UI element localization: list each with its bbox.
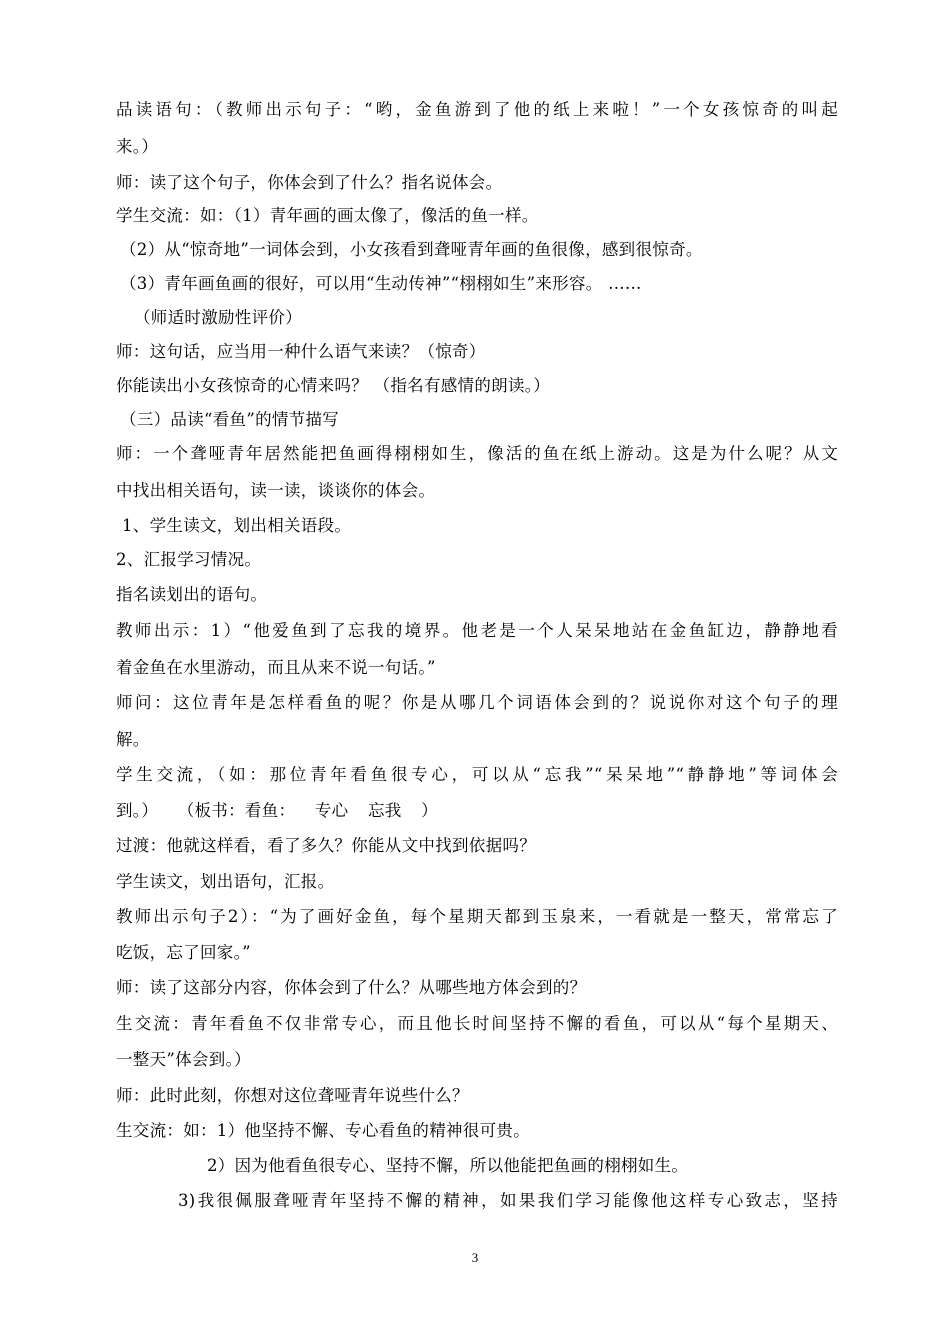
text-line: 学生交流，（如：那位青年看鱼很专心，可以从“忘我”“呆呆地”“静静地”等词体会 <box>116 765 838 784</box>
text-line: 来。） <box>116 137 159 156</box>
text-line: 学生读文，划出语句，汇报。 <box>116 872 335 891</box>
text-line: 师：此时此刻，你想对这位聋哑青年说些什么？ <box>116 1086 469 1105</box>
text-line: 解。 <box>116 730 150 749</box>
text-line: 生交流：青年看鱼不仅非常专心，而且他长时间坚持不懈的看鱼，可以从“每个星期天、 <box>116 1014 838 1033</box>
text-line: 师：这句话，应当用一种什么语气来读？（惊奇） <box>116 342 486 361</box>
text-line: 学生交流：如：（1）青年画的画太像了，像活的鱼一样。 <box>116 206 539 225</box>
text-line: 3)我很佩服聋哑青年坚持不懈的精神，如果我们学习能像他这样专心致志，坚持 <box>178 1191 838 1210</box>
text-line: 生交流：如：1）他坚持不懈、专心看鱼的精神很可贵。 <box>116 1121 530 1140</box>
text-line: 师问：这位青年是怎样看鱼的呢？你是从哪几个词语体会到的？说说你对这个句子的理 <box>116 693 838 712</box>
text-line: （3）青年画鱼画的很好，可以用“生动传神”“栩栩如生”来形容。 …… <box>120 274 642 293</box>
page-number: 3 <box>471 1250 479 1265</box>
text-line: 着金鱼在水里游动，而且从来不说一句话。” <box>116 658 436 677</box>
text-line: 师：一个聋哑青年居然能把鱼画得栩栩如生，像活的鱼在纸上游动。这是为什么呢？从文 <box>116 444 838 463</box>
text-line: 你能读出小女孩惊奇的心情来吗？ （指名有感情的朗读。） <box>116 376 551 395</box>
text-line: 教师出示句子2）：“为了画好金鱼，每个星期天都到玉泉来，一看就是一整天，常常忘了 <box>116 907 838 926</box>
text-line: 2）因为他看鱼很专心、坚持不懈，所以他能把鱼画的栩栩如生。 <box>207 1156 689 1175</box>
text-line: 1、学生读文，划出相关语段。 <box>122 516 352 535</box>
text-line: 2、汇报学习情况。 <box>116 550 262 569</box>
text-line: 师：读了这部分内容，你体会到了什么？从哪些地方体会到的？ <box>116 978 587 997</box>
text-line: 教师出示：1）“他爱鱼到了忘我的境界。他老是一个人呆呆地站在金鱼缸边，静静地看 <box>116 621 838 640</box>
text-line: 到。） （板书：看鱼： 专心 忘我 ） <box>116 801 438 820</box>
text-line: （2）从“惊奇地”一词体会到，小女孩看到聋哑青年画的鱼很像，感到很惊奇。 <box>120 240 703 259</box>
text-line: 指名读划出的语句。 <box>116 585 268 604</box>
text-line: 过渡：他就这样看，看了多久？你能从文中找到依据吗？ <box>116 836 536 855</box>
text-line: 品读语句：（教师出示句子：“哟，金鱼游到了他的纸上来啦！”一个女孩惊奇的叫起 <box>116 100 838 119</box>
text-line: 吃饭，忘了回家。” <box>116 943 251 962</box>
text-line: （师适时激励性评价） <box>134 308 302 327</box>
text-line: （三）品读“看鱼”的情节描写 <box>120 410 340 429</box>
text-line: 中找出相关语句，读一读，谈谈你的体会。 <box>116 481 436 500</box>
text-line: 师：读了这个句子，你体会到了什么？指名说体会。 <box>116 173 503 192</box>
text-line: 一整天”体会到。） <box>116 1050 251 1069</box>
